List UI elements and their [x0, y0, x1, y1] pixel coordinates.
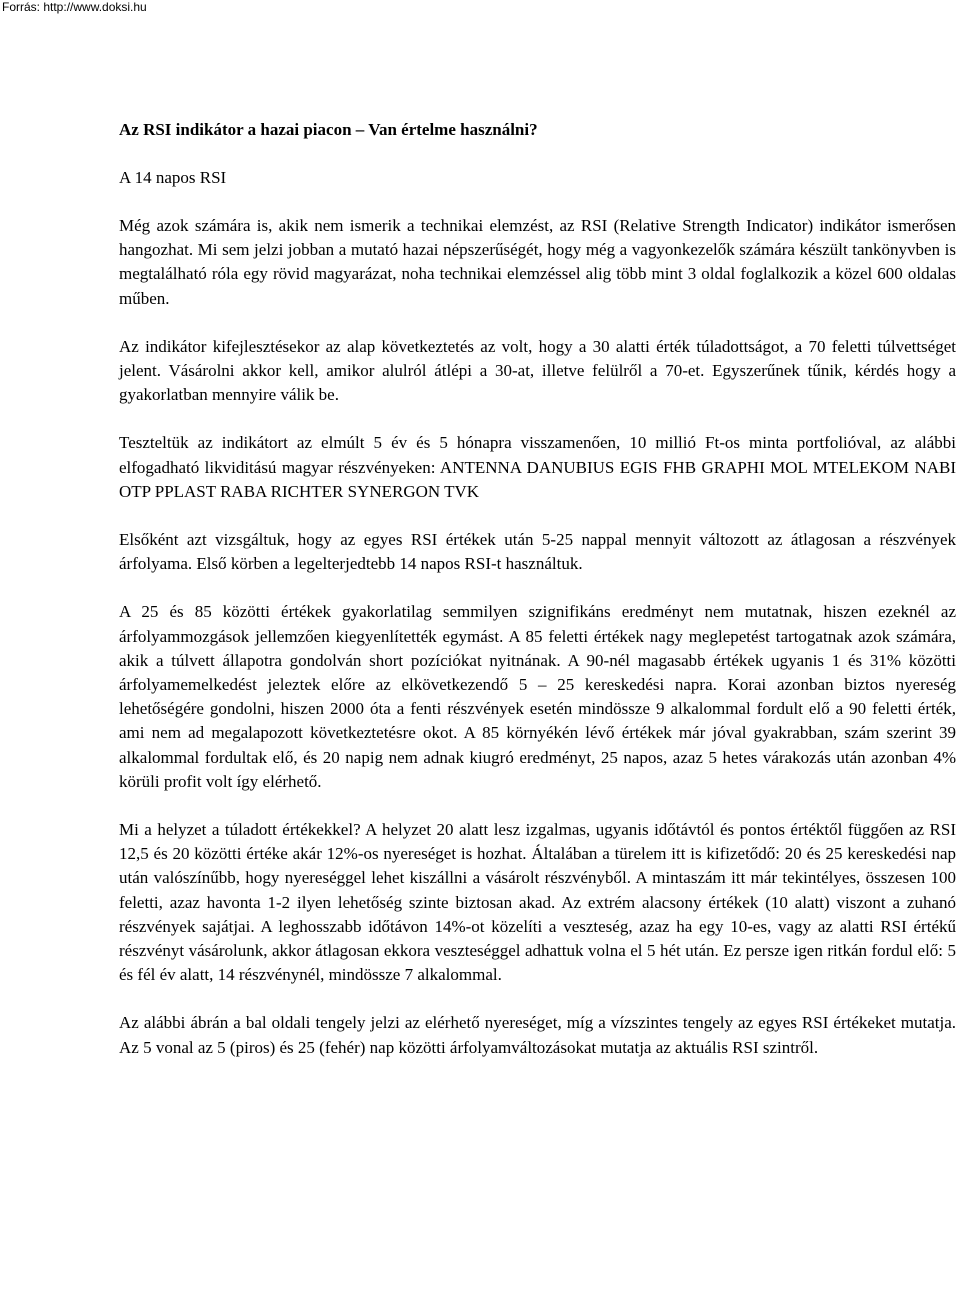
document-title: Az RSI indikátor a hazai piacon – Van értelme használni? — [119, 120, 538, 139]
paragraph-1: Még azok számára is, akik nem ismerik a technikai elemzést, az RSI (Relative Strength Indicator) indikátor ismerősen hangozhat. Mi sem jelzi jobban a mutató hazai népszerűségét, hogy még a vagyonkezelők számára készült tankönyvben is megtalálható róla egy rövid magyarázat, noha technikai elemzéssel alig több mint 3 oldal foglalkozik a közel 600 oldalas műben. — [119, 216, 956, 308]
paragraph-5: A 25 és 85 közötti értékek gyakorlatilag semmilyen szignifikáns eredményt nem mutatnak, hiszen ezeknél az árfolyammozgások jellemzően kiegyenlítették egymást. A 85 feletti értékek nagy meglepetést tartogatnak azok számára, akik a túlvett állapotra gondolván short pozíciókat nyitnának. A 90-nél magasabb értékek ugyanis 1 és 31% közötti árfolyamemelkedést jeleztek előre az elkövetkezendő 5 – 25 kereskedési napra. Korai azonban biztos nyereség lehetőségére gondolni, hiszen 2000 óta a fenti részvények esetén mindössze 9 alkalommal fordult elő a 90 feletti érték, ami nem ad megalapozott következtetésre okot. A 85 környékén lévő értékek már jóval gyakrabban, szám szerint 39 alkalommal fordultak elő, és 20 napig nem adnak kiugró eredményt, 25 napos, azaz 5 hetes várakozás után azonban 4% körüli profit volt így elérhető. — [119, 602, 956, 791]
paragraph-2: Az indikátor kifejlesztésekor az alap következtetés az volt, hogy a 30 alatti érték túladottságot, a 70 feletti túlvettséget jelent. Vásárolni akkor kell, amikor alulról átlépi a 30-at, illetve felülről a 70-et. Egyszerűnek tűnik, kérdés hogy a gyakorlatban mennyire válik be. — [119, 336, 956, 405]
document-body — [119, 118, 956, 1084]
source-line: Forrás: http://www.doksi.hu — [2, 0, 147, 14]
paragraph-6: Mi a helyzet a túladott értékekkel? A helyzet 20 alatt lesz izgalmas, ugyanis időtávtól és pontos értéktől függően az RSI 12,5 és 20 közötti értéke akár 12%-os nyereséget is hozhat. Általában a türelem itt is kifizetődő: 20 és 25 kereskedési nap után valószínűbb, hogy nyereséggel lehet kiszállni a vásárolt részvényből. A mintaszám itt már tekintélyes, összesen 100 feletti, azaz havonta 1-2 ilyen lehetőség szinte biztosan akad. Az extrém alacsony értékek (10 alatt) viszont a zuhanó részvények sajátjai. A leghosszabb időtávon 14%-ot közelíti a veszteség, azaz ha egy 10-es, vagy az alatti RSI értékű részvényt vásárolunk, akkor átlagosan ekkora veszteséggel adhattuk volna el 5 hét után. Ez persze igen ritkán fordul elő: 5 és fél év alatt, 14 részvénynél, mindössze 7 alkalommal. — [119, 820, 956, 985]
paragraph-4: Elsőként azt vizsgáltuk, hogy az egyes RSI értékek után 5-25 nappal mennyit változott az átlagosan a részvények árfolyama. Első körben a legelterjedtebb 14 napos RSI-t használtuk. — [119, 530, 956, 574]
paragraph-7: Az alábbi ábrán a bal oldali tengely jelzi az elérhető nyereséget, míg a vízszintes tengely az egyes RSI értékeket mutatja. Az 5 vonal az 5 (piros) és 25 (fehér) nap közötti árfolyamváltozásokat mutatja az aktuális RSI szintről. — [119, 1013, 956, 1057]
paragraph-3: Teszteltük az indikátort az elmúlt 5 év és 5 hónapra visszamenően, 10 millió Ft-os minta portfolióval, az alábbi elfogadható likviditású magyar részvényeken: ANTENNA DANUBIUS EGIS FHB GRAPHI MOL MTELEKOM NABI OTP PPLAST RABA RICHTER SYNERGON TVK — [119, 433, 956, 501]
section-subtitle: A 14 napos RSI — [119, 168, 227, 187]
